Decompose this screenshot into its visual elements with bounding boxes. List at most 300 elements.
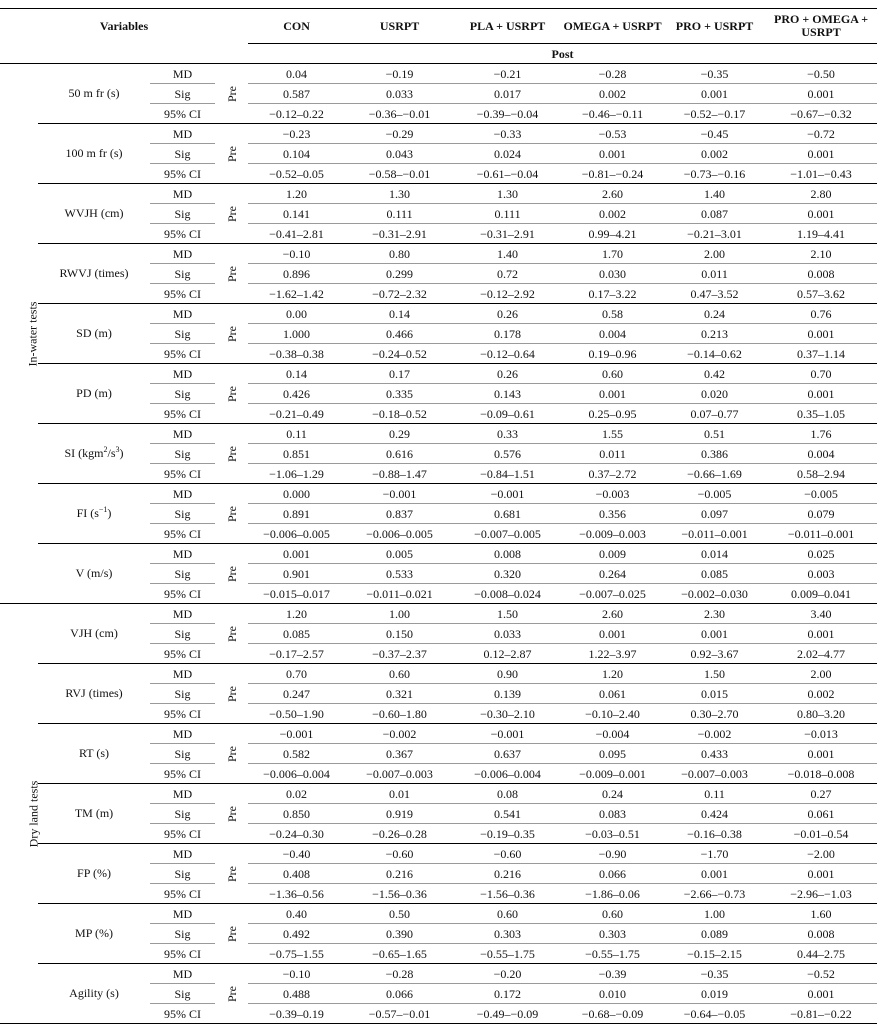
value-cell: 0.80–3.20	[765, 704, 877, 724]
table-row	[0, 964, 877, 984]
value-cell: 2.60	[561, 184, 664, 204]
post-row	[0, 44, 877, 64]
stat-label: MD	[150, 304, 215, 324]
value-cell: −1.70	[664, 844, 765, 864]
pre-text: Pre	[224, 505, 239, 522]
value-cell: −0.55–1.75	[454, 944, 561, 964]
value-cell: 1.50	[454, 604, 561, 624]
value-cell: 0.079	[765, 504, 877, 524]
value-cell: 0.303	[454, 924, 561, 944]
value-cell: 0.111	[454, 204, 561, 224]
value-cell: −0.72	[765, 124, 877, 144]
stat-label: Sig	[150, 984, 215, 1004]
value-cell: −0.09–0.61	[454, 404, 561, 424]
value-cell: 0.061	[765, 804, 877, 824]
value-cell: −0.17–2.57	[248, 644, 345, 664]
value-cell: 0.001	[765, 984, 877, 1004]
pre-label	[215, 544, 248, 604]
value-cell: −0.45	[664, 124, 765, 144]
value-cell: 1.55	[561, 424, 664, 444]
stat-label: 95% CI	[150, 344, 215, 364]
value-cell: −0.35	[664, 64, 765, 84]
value-cell: −0.60–1.80	[345, 704, 454, 724]
variable-name: WVJH (cm)	[38, 184, 150, 244]
value-cell: 0.492	[248, 924, 345, 944]
value-cell: −0.21	[454, 64, 561, 84]
value-cell: 0.000	[248, 484, 345, 504]
value-cell: 0.001	[664, 864, 765, 884]
value-cell: 0.085	[248, 624, 345, 644]
value-cell: −0.72–2.32	[345, 284, 454, 304]
value-cell: 0.587	[248, 84, 345, 104]
stat-label: Sig	[150, 264, 215, 284]
value-cell: −0.28	[561, 64, 664, 84]
value-cell: 0.004	[561, 324, 664, 344]
value-cell: 0.001	[664, 624, 765, 644]
value-cell: −0.39–−0.04	[454, 104, 561, 124]
value-cell: 0.025	[765, 544, 877, 564]
stat-label: MD	[150, 784, 215, 804]
value-cell: −0.001	[454, 484, 561, 504]
value-cell: 0.42	[664, 364, 765, 384]
group-header: PRO + OMEGA + USRPT	[765, 9, 877, 44]
value-cell: 0.01	[345, 784, 454, 804]
value-cell: 0.17–3.22	[561, 284, 664, 304]
stat-label: 95% CI	[150, 104, 215, 124]
value-cell: 0.011	[561, 444, 664, 464]
stat-label: 95% CI	[150, 824, 215, 844]
value-cell: 0.001	[561, 624, 664, 644]
value-cell: 0.356	[561, 504, 664, 524]
value-cell: −0.10	[248, 244, 345, 264]
value-cell: 0.33	[454, 424, 561, 444]
section-title: In-water tests	[25, 301, 40, 366]
value-cell: 1.70	[561, 244, 664, 264]
value-cell: 0.017	[454, 84, 561, 104]
value-cell: 0.11	[248, 424, 345, 444]
value-cell: −0.004	[561, 724, 664, 744]
value-cell: 0.143	[454, 384, 561, 404]
stat-label: Sig	[150, 564, 215, 584]
value-cell: −0.007–0.005	[454, 524, 561, 544]
value-cell: −0.19	[345, 64, 454, 84]
value-cell: −0.40	[248, 844, 345, 864]
value-cell: 0.083	[561, 804, 664, 824]
value-cell: 0.51	[664, 424, 765, 444]
value-cell: −0.52	[765, 964, 877, 984]
stat-label: Sig	[150, 144, 215, 164]
value-cell: 0.002	[561, 204, 664, 224]
value-cell: 0.76	[765, 304, 877, 324]
table-row	[0, 484, 877, 504]
value-cell: 0.020	[664, 384, 765, 404]
table-row	[0, 364, 877, 384]
value-cell: 0.08	[454, 784, 561, 804]
value-cell: 0.901	[248, 564, 345, 584]
value-cell: 0.19–0.96	[561, 344, 664, 364]
value-cell: −0.12–0.22	[248, 104, 345, 124]
value-cell: 0.99–4.21	[561, 224, 664, 244]
value-cell: 0.681	[454, 504, 561, 524]
stat-label: MD	[150, 484, 215, 504]
stat-label: 95% CI	[150, 944, 215, 964]
value-cell: −0.26–0.28	[345, 824, 454, 844]
value-cell: 0.299	[345, 264, 454, 284]
value-cell: 0.001	[561, 384, 664, 404]
value-cell: −0.58–−0.01	[345, 164, 454, 184]
value-cell: 0.70	[248, 664, 345, 684]
value-cell: 0.001	[765, 384, 877, 404]
value-cell: −0.011–0.021	[345, 584, 454, 604]
value-cell: 0.172	[454, 984, 561, 1004]
value-cell: −0.003	[561, 484, 664, 504]
value-cell: −1.06–1.29	[248, 464, 345, 484]
value-cell: 0.408	[248, 864, 345, 884]
value-cell: 0.60	[345, 664, 454, 684]
value-cell: 0.637	[454, 744, 561, 764]
pre-text: Pre	[224, 805, 239, 822]
value-cell: −0.18–0.52	[345, 404, 454, 424]
pre-label	[215, 604, 248, 664]
value-cell: 1.60	[765, 904, 877, 924]
value-cell: 0.24	[561, 784, 664, 804]
value-cell: −0.60	[345, 844, 454, 864]
value-cell: 0.008	[454, 544, 561, 564]
value-cell: 0.001	[765, 744, 877, 764]
value-cell: 1.20	[561, 664, 664, 684]
value-cell: −0.03–0.51	[561, 824, 664, 844]
value-cell: 0.216	[454, 864, 561, 884]
variable-name: MP (%)	[38, 904, 150, 964]
value-cell: 0.010	[561, 984, 664, 1004]
value-cell: −0.75–1.55	[248, 944, 345, 964]
pre-label	[215, 784, 248, 844]
value-cell: −0.53	[561, 124, 664, 144]
value-cell: 0.139	[454, 684, 561, 704]
value-cell: −0.15–2.15	[664, 944, 765, 964]
pre-label	[215, 424, 248, 484]
value-cell: −0.55–1.75	[561, 944, 664, 964]
value-cell: 0.213	[664, 324, 765, 344]
value-cell: −0.60	[454, 844, 561, 864]
value-cell: −0.24–0.52	[345, 344, 454, 364]
pre-text: Pre	[224, 265, 239, 282]
value-cell: 0.004	[765, 444, 877, 464]
value-cell: −0.009–0.001	[561, 764, 664, 784]
pre-text: Pre	[224, 625, 239, 642]
value-cell: 2.00	[765, 664, 877, 684]
value-cell: 0.005	[345, 544, 454, 564]
stat-label: Sig	[150, 444, 215, 464]
table-row	[0, 784, 877, 804]
value-cell: −0.001	[248, 724, 345, 744]
pre-text: Pre	[224, 985, 239, 1002]
stat-label: 95% CI	[150, 284, 215, 304]
value-cell: −0.38–0.38	[248, 344, 345, 364]
value-cell: 1.30	[345, 184, 454, 204]
value-cell: −0.007–0.003	[345, 764, 454, 784]
value-cell: 0.37–2.72	[561, 464, 664, 484]
value-cell: 0.57–3.62	[765, 284, 877, 304]
group-header: PRO + USRPT	[664, 9, 765, 44]
pre-text: Pre	[224, 145, 239, 162]
value-cell: 0.085	[664, 564, 765, 584]
value-cell: −0.009–0.003	[561, 524, 664, 544]
value-cell: 2.00	[664, 244, 765, 264]
table-row	[0, 64, 877, 84]
value-cell: −0.50	[765, 64, 877, 84]
value-cell: −1.56–0.36	[454, 884, 561, 904]
value-cell: 1.40	[454, 244, 561, 264]
pre-label	[215, 664, 248, 724]
table-row	[0, 844, 877, 864]
value-cell: −0.33	[454, 124, 561, 144]
value-cell: −0.013	[765, 724, 877, 744]
value-cell: −0.90	[561, 844, 664, 864]
value-cell: 1.000	[248, 324, 345, 344]
pre-text: Pre	[224, 325, 239, 342]
stat-label: Sig	[150, 384, 215, 404]
value-cell: 0.27	[765, 784, 877, 804]
pre-label	[215, 964, 248, 1024]
value-cell: −0.011–0.001	[765, 524, 877, 544]
value-cell: 1.50	[664, 664, 765, 684]
stat-label: Sig	[150, 684, 215, 704]
value-cell: −0.10–2.40	[561, 704, 664, 724]
value-cell: −0.005	[765, 484, 877, 504]
pre-text: Pre	[224, 85, 239, 102]
value-cell: −0.84–1.51	[454, 464, 561, 484]
pre-text: Pre	[224, 925, 239, 942]
stat-label: Sig	[150, 624, 215, 644]
value-cell: 0.541	[454, 804, 561, 824]
value-cell: 2.60	[561, 604, 664, 624]
value-cell: −1.56–0.36	[345, 884, 454, 904]
value-cell: 0.837	[345, 504, 454, 524]
value-cell: −0.006–0.004	[454, 764, 561, 784]
value-cell: 0.001	[664, 84, 765, 104]
value-cell: −0.14–0.62	[664, 344, 765, 364]
stat-label: MD	[150, 364, 215, 384]
stat-label: 95% CI	[150, 224, 215, 244]
value-cell: 0.001	[561, 144, 664, 164]
pre-text: Pre	[224, 745, 239, 762]
value-cell: 0.30–2.70	[664, 704, 765, 724]
value-cell: 0.001	[765, 204, 877, 224]
value-cell: 0.02	[248, 784, 345, 804]
stat-label: MD	[150, 664, 215, 684]
stat-label: Sig	[150, 804, 215, 824]
value-cell: 0.29	[345, 424, 454, 444]
pre-label	[215, 904, 248, 964]
value-cell: 0.47–3.52	[664, 284, 765, 304]
variable-name: RWVJ (times)	[38, 244, 150, 304]
value-cell: −0.41–2.81	[248, 224, 345, 244]
value-cell: 0.066	[561, 864, 664, 884]
value-cell: 0.003	[765, 564, 877, 584]
section-title: Dry land tests	[26, 780, 41, 847]
value-cell: 1.76	[765, 424, 877, 444]
value-cell: 0.066	[345, 984, 454, 1004]
value-cell: 0.097	[664, 504, 765, 524]
pre-label	[215, 244, 248, 304]
pre-label	[215, 184, 248, 244]
value-cell: −0.46–−0.11	[561, 104, 664, 124]
value-cell: 0.60	[561, 364, 664, 384]
value-cell: 0.303	[561, 924, 664, 944]
pre-label	[215, 64, 248, 124]
value-cell: −0.16–0.38	[664, 824, 765, 844]
value-cell: 0.582	[248, 744, 345, 764]
pre-label	[215, 124, 248, 184]
value-cell: 0.216	[345, 864, 454, 884]
variable-name: VJH (cm)	[38, 604, 150, 664]
value-cell: 0.087	[664, 204, 765, 224]
value-cell: −2.96–−1.03	[765, 884, 877, 904]
value-cell: 0.488	[248, 984, 345, 1004]
value-cell: 1.20	[248, 184, 345, 204]
value-cell: 1.00	[345, 604, 454, 624]
value-cell: 0.44–2.75	[765, 944, 877, 964]
value-cell: 0.030	[561, 264, 664, 284]
value-cell: −0.31–2.91	[345, 224, 454, 244]
value-cell: 0.111	[345, 204, 454, 224]
value-cell: 0.50	[345, 904, 454, 924]
value-cell: 0.001	[765, 324, 877, 344]
value-cell: 0.008	[765, 264, 877, 284]
value-cell: −0.39	[561, 964, 664, 984]
value-cell: 2.30	[664, 604, 765, 624]
stat-label: MD	[150, 904, 215, 924]
value-cell: −0.50–1.90	[248, 704, 345, 724]
value-cell: −1.86–0.06	[561, 884, 664, 904]
stat-label: 95% CI	[150, 1004, 215, 1024]
pre-text: Pre	[224, 385, 239, 402]
value-cell: 0.17	[345, 364, 454, 384]
value-cell: −0.73–−0.16	[664, 164, 765, 184]
stat-label: MD	[150, 604, 215, 624]
value-cell: 0.001	[765, 624, 877, 644]
stat-label: 95% CI	[150, 704, 215, 724]
value-cell: 0.033	[345, 84, 454, 104]
variable-name: 100 m fr (s)	[38, 124, 150, 184]
pre-text: Pre	[224, 205, 239, 222]
value-cell: 0.37–1.14	[765, 344, 877, 364]
value-cell: −0.002	[345, 724, 454, 744]
value-cell: 0.14	[248, 364, 345, 384]
value-cell: 0.58	[561, 304, 664, 324]
table-row	[0, 724, 877, 744]
value-cell: 0.001	[765, 864, 877, 884]
variable-name: RT (s)	[38, 724, 150, 784]
value-cell: 0.40	[248, 904, 345, 924]
stat-label: Sig	[150, 504, 215, 524]
value-cell: −0.68–−0.09	[561, 1004, 664, 1024]
stat-label: 95% CI	[150, 884, 215, 904]
variable-name: V (m/s)	[38, 544, 150, 604]
value-cell: 0.386	[664, 444, 765, 464]
stat-label: MD	[150, 64, 215, 84]
value-cell: 0.616	[345, 444, 454, 464]
stat-label: Sig	[150, 744, 215, 764]
pre-label	[215, 304, 248, 364]
stat-label: MD	[150, 124, 215, 144]
section-label	[0, 604, 41, 1024]
value-cell: −0.29	[345, 124, 454, 144]
value-cell: 0.009	[561, 544, 664, 564]
value-cell: −0.001	[345, 484, 454, 504]
value-cell: 0.002	[765, 684, 877, 704]
value-cell: 0.015	[664, 684, 765, 704]
value-cell: 1.30	[454, 184, 561, 204]
results-table	[0, 8, 877, 1024]
value-cell: 0.60	[454, 904, 561, 924]
value-cell: 0.919	[345, 804, 454, 824]
stat-label: 95% CI	[150, 404, 215, 424]
value-cell: −0.002–0.030	[664, 584, 765, 604]
value-cell: 0.466	[345, 324, 454, 344]
value-cell: 0.851	[248, 444, 345, 464]
value-cell: −0.007–0.003	[664, 764, 765, 784]
value-cell: −0.24–0.30	[248, 824, 345, 844]
value-cell: 0.891	[248, 504, 345, 524]
pre-label	[215, 724, 248, 784]
pre-text: Pre	[224, 565, 239, 582]
value-cell: −0.65–1.65	[345, 944, 454, 964]
table-row	[0, 424, 877, 444]
stat-label: MD	[150, 424, 215, 444]
value-cell: 0.850	[248, 804, 345, 824]
value-cell: −0.005	[664, 484, 765, 504]
stat-label: MD	[150, 964, 215, 984]
value-cell: −0.008–0.024	[454, 584, 561, 604]
value-cell: 0.92–3.67	[664, 644, 765, 664]
value-cell: 0.60	[561, 904, 664, 924]
value-cell: 2.02–4.77	[765, 644, 877, 664]
value-cell: −0.64–−0.05	[664, 1004, 765, 1024]
value-cell: 0.11	[664, 784, 765, 804]
value-cell: −0.21–3.01	[664, 224, 765, 244]
value-cell: 0.001	[248, 544, 345, 564]
section-label	[0, 64, 38, 604]
value-cell: 0.008	[765, 924, 877, 944]
value-cell: −0.49–−0.09	[454, 1004, 561, 1024]
value-cell: 0.896	[248, 264, 345, 284]
variable-name: RVJ (times)	[38, 664, 150, 724]
value-cell: 0.001	[765, 144, 877, 164]
value-cell: −0.10	[248, 964, 345, 984]
value-cell: −0.001	[454, 724, 561, 744]
variable-name: PD (m)	[38, 364, 150, 424]
value-cell: 0.80	[345, 244, 454, 264]
value-cell: 0.26	[454, 304, 561, 324]
value-cell: 0.335	[345, 384, 454, 404]
value-cell: 0.390	[345, 924, 454, 944]
value-cell: −0.006–0.005	[248, 524, 345, 544]
stat-label: MD	[150, 244, 215, 264]
value-cell: 0.247	[248, 684, 345, 704]
stat-label: MD	[150, 724, 215, 744]
stat-label: 95% CI	[150, 764, 215, 784]
value-cell: −0.01–0.54	[765, 824, 877, 844]
value-cell: −0.20	[454, 964, 561, 984]
table-row	[0, 184, 877, 204]
value-cell: −0.12–0.64	[454, 344, 561, 364]
value-cell: −0.39–0.19	[248, 1004, 345, 1024]
value-cell: 0.011	[664, 264, 765, 284]
table-row	[0, 124, 877, 144]
stat-label: 95% CI	[150, 644, 215, 664]
